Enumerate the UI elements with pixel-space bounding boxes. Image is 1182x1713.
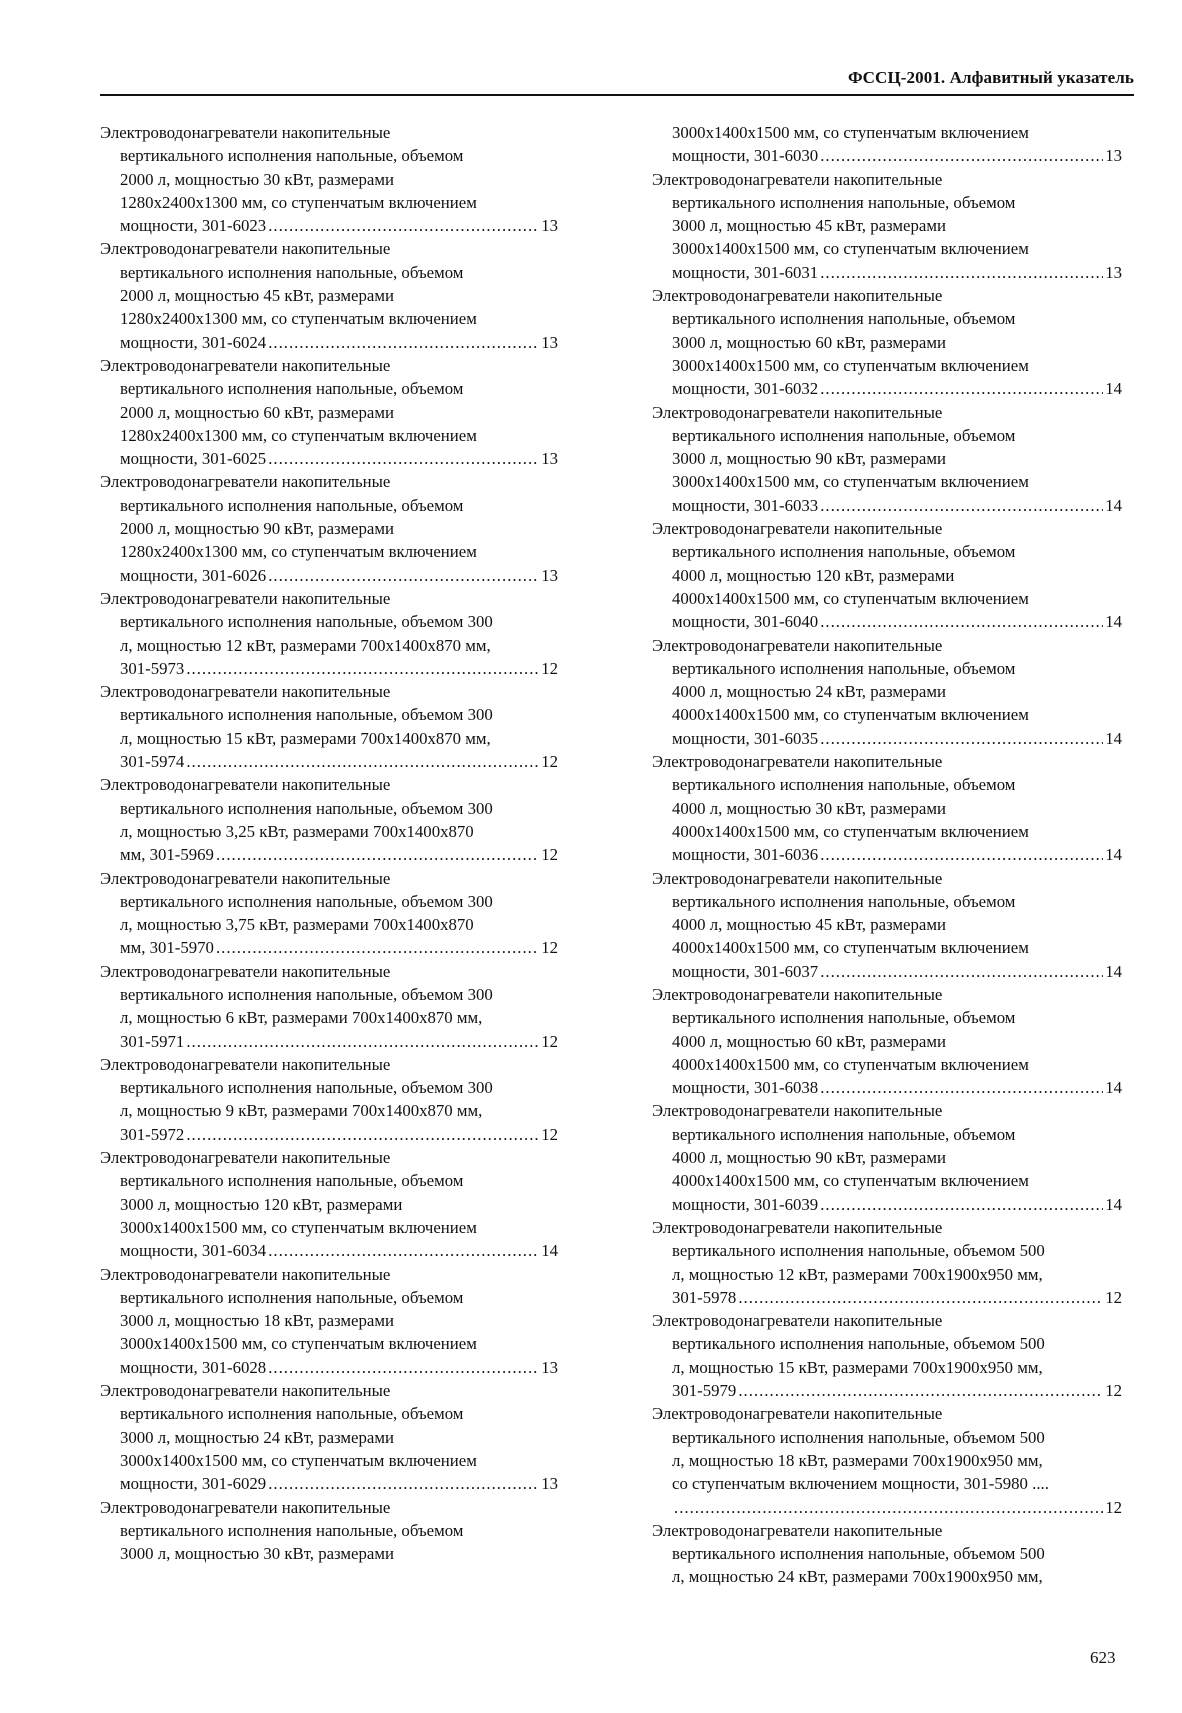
dot-leader: [820, 843, 1103, 866]
entry-text-line: 2000 л, мощностью 45 кВт, размерами: [120, 286, 394, 306]
index-entry: [100, 1053, 558, 1146]
entry-text-line: вертикального исполнения напольные, объемом 300: [120, 612, 493, 632]
entry-text-line: л, мощностью 12 кВт, размерами 700x1400x870 мм,: [120, 635, 491, 655]
entry-text-line: 3000x1400x1500 мм, со ступенчатым включением: [672, 472, 1029, 492]
entry-text-line: 2000 л, мощностью 90 кВт, размерами: [120, 519, 394, 539]
entry-code: 301-5973: [120, 658, 185, 678]
entry-page-number: 13: [541, 332, 558, 352]
entry-code: мощности, 301-6038: [672, 1078, 819, 1098]
entry-text-line: 1280x2400x1300 мм, со ступенчатым включением: [120, 542, 477, 562]
entry-text-line: 4000x1400x1500 мм, со ступенчатым включением: [672, 938, 1029, 958]
entry-reference-line: [652, 960, 1122, 983]
entry-text-line: Электроводонагреватели накопительные: [652, 286, 943, 306]
index-entry: [652, 121, 1122, 168]
index-entry: [100, 354, 558, 470]
entry-text-line: вертикального исполнения напольные, объемом: [672, 1124, 1016, 1144]
entry-reference-line: [652, 727, 1122, 750]
dot-leader: [268, 331, 539, 354]
entry-reference-line: [100, 936, 558, 959]
dot-leader: [268, 564, 539, 587]
dot-leader: [820, 1193, 1103, 1216]
entry-reference-line: [100, 750, 558, 773]
entry-text-line: вертикального исполнения напольные, объемом 500: [672, 1427, 1045, 1447]
index-entry: [652, 1216, 1122, 1309]
entry-text-line: л, мощностью 12 кВт, размерами 700x1900x950 мм,: [672, 1264, 1043, 1284]
entry-text-line: 3000x1400x1500 мм, со ступенчатым включением: [672, 239, 1029, 259]
entry-code: мощности, 301-6029: [120, 1474, 267, 1494]
index-entry: [652, 517, 1122, 633]
entry-text-line: л, мощностью 3,25 кВт, размерами 700x1400x870: [120, 821, 474, 841]
dot-leader: [820, 494, 1103, 517]
entry-text-line: 3000 л, мощностью 18 кВт, размерами: [120, 1311, 394, 1331]
entry-text-line: вертикального исполнения напольные, объемом: [672, 309, 1016, 329]
entry-code: мощности, 301-6028: [120, 1357, 267, 1377]
entry-text-line: Электроводонагреватели накопительные: [100, 1381, 391, 1401]
entry-page-number: 13: [541, 449, 558, 469]
index-entry: [100, 1496, 558, 1566]
index-entry: [652, 168, 1122, 284]
entry-reference-line: [100, 1239, 558, 1262]
entry-text-line: вертикального исполнения напольные, объемом: [672, 775, 1016, 795]
entry-text-line: 4000x1400x1500 мм, со ступенчатым включением: [672, 1171, 1029, 1191]
entry-reference-line: [652, 610, 1122, 633]
index-entry: [652, 401, 1122, 517]
entry-text-line: вертикального исполнения напольные, объемом: [672, 425, 1016, 445]
entry-code: мощности, 301-6033: [672, 495, 819, 515]
entry-text-line: Электроводонагреватели накопительные: [100, 961, 391, 981]
entry-text-line: 4000x1400x1500 мм, со ступенчатым включением: [672, 588, 1029, 608]
index-entry: [100, 680, 558, 773]
page-number: 623: [1090, 1648, 1116, 1667]
dot-leader: [216, 843, 539, 866]
entry-reference-line: [100, 1123, 558, 1146]
dot-leader: [820, 144, 1103, 167]
dot-leader: [820, 960, 1103, 983]
entry-reference-line: [652, 377, 1122, 400]
entry-text-line: вертикального исполнения напольные, объемом: [120, 1171, 464, 1191]
entry-text-line: 4000x1400x1500 мм, со ступенчатым включением: [672, 705, 1029, 725]
entry-text-line: Электроводонагреватели накопительные: [100, 123, 391, 142]
dot-leader: [186, 1030, 539, 1053]
entry-text-line: Электроводонагреватели накопительные: [652, 1404, 943, 1424]
entry-text-line: вертикального исполнения напольные, объемом: [120, 495, 464, 515]
entry-text-line: 4000 л, мощностью 45 кВт, размерами: [672, 915, 946, 935]
entry-text-line: Электроводонагреватели накопительные: [652, 519, 943, 539]
entry-page-number: 13: [541, 216, 558, 236]
entry-text-line: 1280x2400x1300 мм, со ступенчатым включением: [120, 192, 477, 212]
entry-text-line: Электроводонагреватели накопительные: [652, 402, 943, 422]
entry-text-line: Электроводонагреватели накопительные: [652, 1520, 943, 1540]
entry-text-line: вертикального исполнения напольные, объемом 300: [120, 1078, 493, 1098]
entry-text-line: Электроводонагреватели накопительные: [652, 1217, 943, 1237]
entry-text-line: л, мощностью 15 кВт, размерами 700x1400x870 мм,: [120, 728, 491, 748]
entry-page-number: 12: [1105, 1497, 1122, 1517]
entry-text-line: л, мощностью 24 кВт, размерами 700x1900x950 мм,: [672, 1567, 1043, 1587]
entry-text-line: 4000 л, мощностью 30 кВт, размерами: [672, 798, 946, 818]
entry-page-number: 14: [1105, 1194, 1122, 1214]
dot-leader: [738, 1379, 1103, 1402]
entry-page-number: 13: [541, 1357, 558, 1377]
index-entry: [652, 750, 1122, 866]
entry-code: 301-5979: [672, 1381, 737, 1401]
dot-leader: [268, 214, 539, 237]
entry-text-line: л, мощностью 9 кВт, размерами 700x1400x870 мм,: [120, 1101, 483, 1121]
entry-text-line: вертикального исполнения напольные, объемом 500: [672, 1241, 1045, 1261]
entry-reference-line: [652, 261, 1122, 284]
entry-text-line: Электроводонагреватели накопительные: [652, 169, 943, 189]
entry-text-line: со ступенчатым включением мощности, 301-5980 ....: [672, 1474, 1049, 1494]
index-entry: [652, 867, 1122, 983]
entry-text-line: 2000 л, мощностью 60 кВт, размерами: [120, 402, 394, 422]
entry-reference-line: [100, 1030, 558, 1053]
entry-text-line: вертикального исполнения напольные, объемом: [120, 1520, 464, 1540]
entry-page-number: 14: [1105, 961, 1122, 981]
entry-page-number: 14: [541, 1241, 558, 1261]
entry-code: мм, 301-5969: [120, 845, 214, 865]
entry-page-number: 13: [541, 565, 558, 585]
dot-leader: [186, 657, 539, 680]
index-entry: [652, 983, 1122, 1099]
entry-text-line: 3000x1400x1500 мм, со ступенчатым включением: [120, 1450, 477, 1470]
index-entry: [100, 867, 558, 960]
entry-reference-line: [652, 843, 1122, 866]
entry-code: мощности, 301-6024: [120, 332, 267, 352]
entry-code: мощности, 301-6034: [120, 1241, 267, 1261]
index-column-left: [100, 121, 558, 1565]
entry-text-line: Электроводонагреватели накопительные: [100, 1497, 391, 1517]
entry-reference-line: [652, 1496, 1122, 1519]
entry-text-line: 4000 л, мощностью 90 кВт, размерами: [672, 1148, 946, 1168]
entry-text-line: Электроводонагреватели накопительные: [100, 775, 391, 795]
entry-page-number: 13: [1105, 262, 1122, 282]
entry-text-line: Электроводонагреватели накопительные: [100, 472, 391, 492]
dot-leader: [268, 1239, 539, 1262]
entry-text-line: 2000 л, мощностью 30 кВт, размерами: [120, 169, 394, 189]
entry-reference-line: [100, 214, 558, 237]
entry-text-line: 3000x1400x1500 мм, со ступенчатым включением: [120, 1217, 477, 1237]
entry-text-line: 4000 л, мощностью 120 кВт, размерами: [672, 565, 955, 585]
index-column-right: [652, 121, 1122, 1589]
entry-text-line: 4000x1400x1500 мм, со ступенчатым включением: [672, 821, 1029, 841]
entry-reference-line: [100, 564, 558, 587]
dot-leader: [268, 1356, 539, 1379]
entry-text-line: вертикального исполнения напольные, объемом 500: [672, 1334, 1045, 1354]
entry-text-line: 3000 л, мощностью 30 кВт, размерами: [120, 1544, 394, 1564]
entry-page-number: 14: [1105, 845, 1122, 865]
entry-page-number: 12: [541, 658, 558, 678]
index-entry: [100, 1146, 558, 1262]
entry-text-line: 3000 л, мощностью 90 кВт, размерами: [672, 449, 946, 469]
entry-reference-line: [652, 1076, 1122, 1099]
entry-text-line: 3000x1400x1500 мм, со ступенчатым включением: [672, 355, 1029, 375]
entry-page-number: 12: [541, 1031, 558, 1051]
index-entry: [100, 237, 558, 353]
dot-leader: [186, 1123, 539, 1146]
entry-text-line: вертикального исполнения напольные, объемом 300: [120, 705, 493, 725]
dot-leader: [820, 1076, 1103, 1099]
entry-reference-line: [100, 843, 558, 866]
index-entry: [652, 284, 1122, 400]
entry-page-number: 13: [541, 1474, 558, 1494]
entry-text-line: Электроводонагреватели накопительные: [100, 682, 391, 702]
index-entry: [652, 634, 1122, 750]
entry-reference-line: [100, 1356, 558, 1379]
entry-text-line: 3000x1400x1500 мм, со ступенчатым включением: [120, 1334, 477, 1354]
entry-page-number: 12: [541, 845, 558, 865]
index-entry: [100, 1263, 558, 1379]
entry-text-line: вертикального исполнения напольные, объемом: [672, 658, 1016, 678]
entry-code: мощности, 301-6032: [672, 379, 819, 399]
index-entry: [652, 1309, 1122, 1402]
dot-leader: [216, 936, 539, 959]
entry-reference-line: [100, 1472, 558, 1495]
entry-page-number: 12: [1105, 1381, 1122, 1401]
entry-text-line: Электроводонагреватели накопительные: [652, 1101, 943, 1121]
entry-page-number: 12: [541, 938, 558, 958]
entry-text-line: л, мощностью 3,75 кВт, размерами 700x1400x870: [120, 915, 474, 935]
dot-leader: [738, 1286, 1103, 1309]
entry-text-line: Электроводонагреватели накопительные: [100, 1148, 391, 1168]
entry-page-number: 14: [1105, 728, 1122, 748]
entry-page-number: 12: [1105, 1287, 1122, 1307]
entry-reference-line: [100, 331, 558, 354]
entry-text-line: вертикального исполнения напольные, объемом: [672, 1008, 1016, 1028]
entry-text-line: Электроводонагреватели накопительные: [652, 984, 943, 1004]
entry-text-line: Электроводонагреватели накопительные: [100, 1054, 391, 1074]
entry-text-line: Электроводонагреватели накопительные: [100, 239, 391, 259]
index-entry: [100, 470, 558, 586]
entry-text-line: вертикального исполнения напольные, объемом 300: [120, 891, 493, 911]
entry-text-line: вертикального исполнения напольные, объемом 300: [120, 984, 493, 1004]
index-entry: [100, 1379, 558, 1495]
entry-page-number: 13: [1105, 146, 1122, 166]
entry-text-line: 3000x1400x1500 мм, со ступенчатым включением: [672, 123, 1029, 142]
entry-code: 301-5972: [120, 1124, 185, 1144]
dot-leader: [186, 750, 539, 773]
entry-code: мощности, 301-6037: [672, 961, 819, 981]
entry-text-line: Электроводонагреватели накопительные: [652, 868, 943, 888]
entry-code: мощности, 301-6036: [672, 845, 819, 865]
dot-leader: [268, 447, 539, 470]
entry-code: 301-5971: [120, 1031, 185, 1051]
entry-code: мощности, 301-6025: [120, 449, 267, 469]
entry-text-line: вертикального исполнения напольные, объемом: [120, 1287, 464, 1307]
entry-code: 301-5974: [120, 752, 185, 772]
entry-text-line: вертикального исполнения напольные, объемом: [672, 542, 1016, 562]
entry-code: мощности, 301-6026: [120, 565, 267, 585]
index-entry: [100, 960, 558, 1053]
entry-text-line: вертикального исполнения напольные, объемом 300: [120, 798, 493, 818]
header-title: ФССЦ-2001. Алфавитный указатель: [847, 68, 1134, 87]
entry-reference-line: [652, 494, 1122, 517]
entry-text-line: Электроводонагреватели накопительные: [652, 1311, 943, 1331]
dot-leader: [268, 1472, 539, 1495]
dot-leader: [820, 261, 1103, 284]
entry-text-line: л, мощностью 6 кВт, размерами 700x1400x870 мм,: [120, 1008, 483, 1028]
entry-reference-line: [652, 1379, 1122, 1402]
entry-code: мощности, 301-6040: [672, 612, 819, 632]
entry-code: мощности, 301-6031: [672, 262, 819, 282]
entry-page-number: 14: [1105, 612, 1122, 632]
entry-text-line: Электроводонагреватели накопительные: [100, 588, 391, 608]
index-entry: [652, 1519, 1122, 1589]
entry-text-line: Электроводонагреватели накопительные: [100, 868, 391, 888]
entry-reference-line: [652, 1193, 1122, 1216]
entry-text-line: 1280x2400x1300 мм, со ступенчатым включением: [120, 425, 477, 445]
entry-code: мощности, 301-6030: [672, 146, 819, 166]
entry-text-line: вертикального исполнения напольные, объемом: [120, 262, 464, 282]
entry-code: мощности, 301-6035: [672, 728, 819, 748]
entry-text-line: 3000 л, мощностью 45 кВт, размерами: [672, 216, 946, 236]
entry-page-number: 14: [1105, 1078, 1122, 1098]
entry-text-line: Электроводонагреватели накопительные: [100, 1264, 391, 1284]
entry-text-line: 3000 л, мощностью 120 кВт, размерами: [120, 1194, 403, 1214]
dot-leader: [820, 610, 1103, 633]
entry-reference-line: [652, 144, 1122, 167]
entry-page-number: 14: [1105, 495, 1122, 515]
entry-text-line: вертикального исполнения напольные, объемом: [672, 891, 1016, 911]
index-entry: [100, 773, 558, 866]
entry-code: 301-5978: [672, 1287, 737, 1307]
entry-text-line: вертикального исполнения напольные, объемом: [120, 1404, 464, 1424]
entry-text-line: 1280x2400x1300 мм, со ступенчатым включением: [120, 309, 477, 329]
dot-leader: [674, 1496, 1103, 1519]
entry-text-line: вертикального исполнения напольные, объемом: [672, 192, 1016, 212]
dot-leader: [820, 377, 1103, 400]
entry-text-line: Электроводонагреватели накопительные: [100, 355, 391, 375]
entry-text-line: 4000 л, мощностью 24 кВт, размерами: [672, 682, 946, 702]
index-entry: [652, 1402, 1122, 1518]
dot-leader: [820, 727, 1103, 750]
entry-page-number: 12: [541, 1124, 558, 1144]
index-entry: [652, 1099, 1122, 1215]
entry-text-line: 3000 л, мощностью 24 кВт, размерами: [120, 1427, 394, 1447]
entry-code: мощности, 301-6023: [120, 216, 267, 236]
entry-text-line: Электроводонагреватели накопительные: [652, 635, 943, 655]
index-entry: [100, 587, 558, 680]
entry-text-line: вертикального исполнения напольные, объемом: [120, 379, 464, 399]
entry-code: мощности, 301-6039: [672, 1194, 819, 1214]
entry-text-line: 4000 л, мощностью 60 кВт, размерами: [672, 1031, 946, 1051]
running-header: [100, 66, 1134, 96]
entry-text-line: вертикального исполнения напольные, объемом: [120, 146, 464, 166]
index-entry: [100, 121, 558, 237]
entry-page-number: 14: [1105, 379, 1122, 399]
entry-code: мм, 301-5970: [120, 938, 214, 958]
entry-text-line: 3000 л, мощностью 60 кВт, размерами: [672, 332, 946, 352]
entry-text-line: вертикального исполнения напольные, объемом 500: [672, 1544, 1045, 1564]
entry-page-number: 12: [541, 752, 558, 772]
entry-reference-line: [652, 1286, 1122, 1309]
entry-text-line: 4000x1400x1500 мм, со ступенчатым включением: [672, 1054, 1029, 1074]
entry-reference-line: [100, 447, 558, 470]
entry-reference-line: [100, 657, 558, 680]
entry-text-line: Электроводонагреватели накопительные: [652, 752, 943, 772]
entry-text-line: л, мощностью 15 кВт, размерами 700x1900x950 мм,: [672, 1357, 1043, 1377]
entry-text-line: л, мощностью 18 кВт, размерами 700x1900x950 мм,: [672, 1450, 1043, 1470]
